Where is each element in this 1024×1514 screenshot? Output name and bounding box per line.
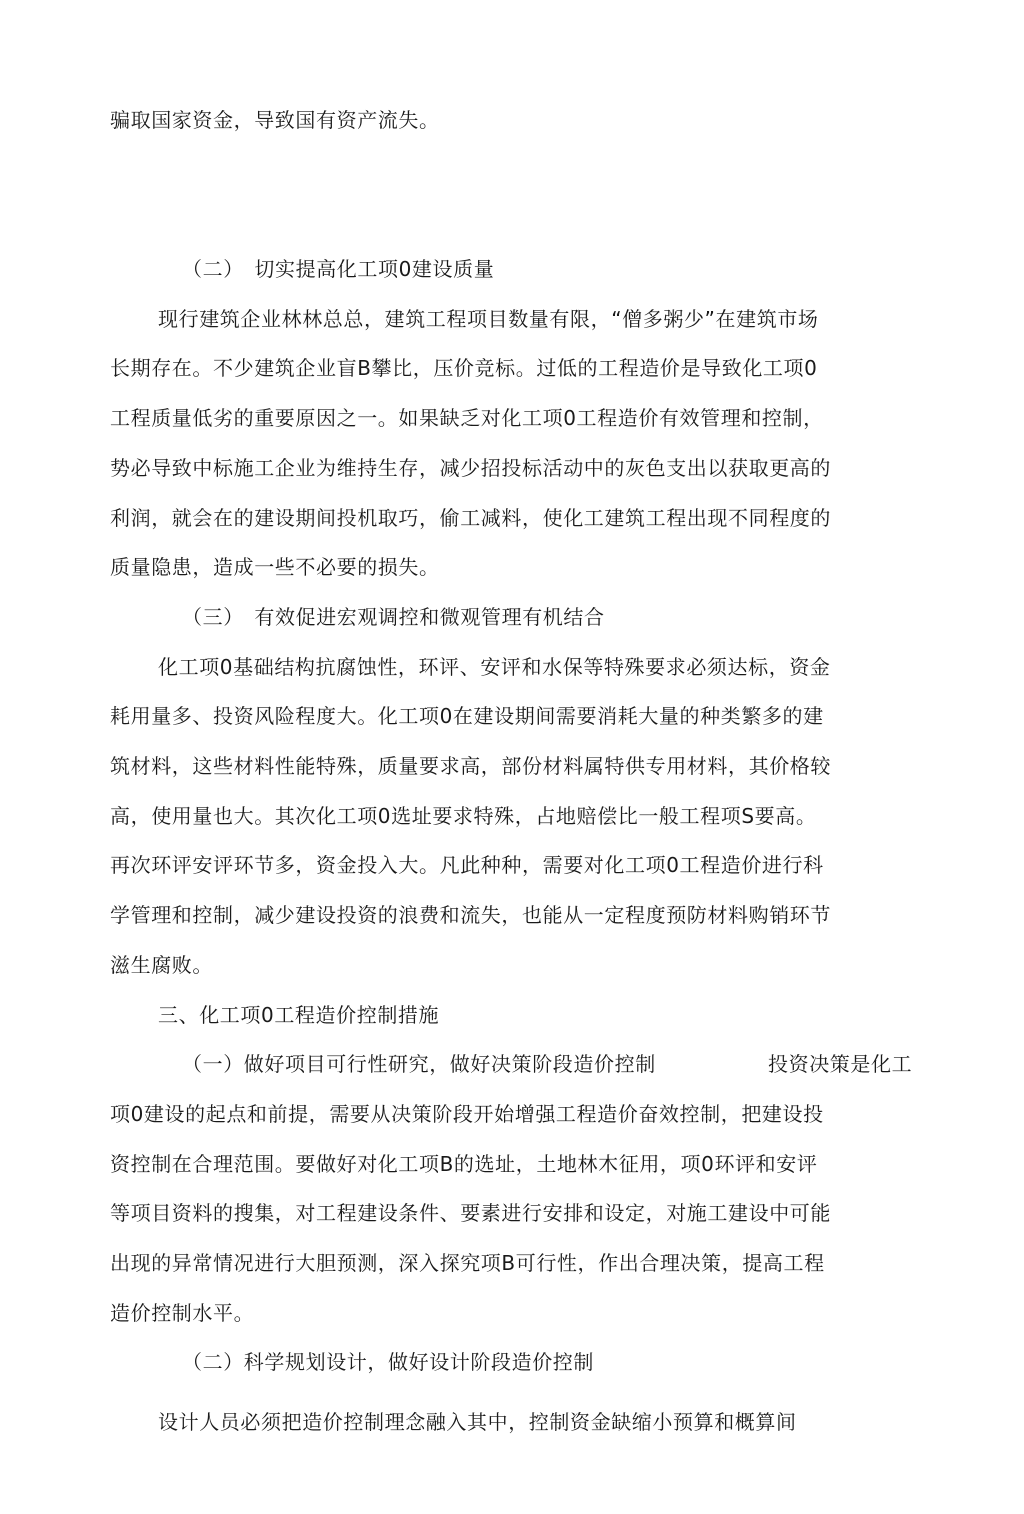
paragraph-line: 再次环评安评环节多，资金投入大。凡此种种，需要对化工项0工程造价进行科 xyxy=(110,853,824,877)
section-heading: 三、化工项0工程造价控制措施 xyxy=(158,1003,440,1027)
paragraph-line: 学管理和控制，减少建设投资的浪费和流失，也能从一定程度预防材料购销环节 xyxy=(110,903,831,927)
paragraph-line: 设计人员必须把造价控制理念融入其中，控制资金缺缩小预算和概算间 xyxy=(158,1410,797,1434)
paragraph-line: 造价控制水平。 xyxy=(110,1301,255,1325)
paragraph-line: 出现的异常情况进行大胆预测，深入探究项B可行性，作出合理决策，提高工程 xyxy=(110,1251,825,1275)
paragraph-line: 高，使用量也大。其次化工项0选址要求特殊，占地赔偿比一般工程项S要高。 xyxy=(110,804,817,828)
paragraph-line: 骗取国家资金，导致国有资产流失。 xyxy=(110,108,440,132)
paragraph-line: 质量隐患，造成一些不必要的损失。 xyxy=(110,555,440,579)
paragraph-line: 利润，就会在的建设期间投机取巧，偷工减料，使化工建筑工程出现不同程度的 xyxy=(110,506,831,530)
paragraph-line: 工程质量低劣的重要原因之一。如果缺乏对化工项0工程造价有效管理和控制， xyxy=(110,406,824,430)
subsection-heading: （二）科学规划设计，做好设计阶段造价控制 xyxy=(182,1350,594,1374)
paragraph-line: 筑材料，这些材料性能特殊，质量要求高，部份材料属特供专用材料，其价格较 xyxy=(110,754,831,778)
section-heading: （二） 切实提高化工项0建设质量 xyxy=(182,257,495,281)
paragraph-line: 化工项0基础结构抗腐蚀性，环评、安评和水保等特殊要求必须达标，资金 xyxy=(158,655,831,679)
paragraph-line: 项0建设的起点和前提，需要从决策阶段开始增强工程造价奋效控制，把建设投 xyxy=(110,1102,824,1126)
paragraph-line: 等项目资料的搜集，对工程建设条件、要素进行安排和设定，对施工建设中可能 xyxy=(110,1201,831,1225)
paragraph-line: 滋生腐败。 xyxy=(110,953,213,977)
paragraph-line: 资控制在合理范围。要做好对化工项B的选址，土地林木征用，项0环评和安评 xyxy=(110,1152,818,1176)
paragraph-line: 耗用量多、投资风险程度大。化工项0在建设期间需要消耗大量的种类繁多的建 xyxy=(110,704,824,728)
paragraph-line: 势必导致中标施工企业为维持生存，减少招投标活动中的灰色支出以获取更高的 xyxy=(110,456,831,480)
section-heading: （三） 有效促进宏观调控和微观管理有机结合 xyxy=(182,605,605,629)
paragraph-line: 现行建筑企业林林总总，建筑工程项目数量有限，“僧多粥少”在建筑市场 xyxy=(158,307,819,331)
paragraph-line: 长期存在。不少建筑企业盲B攀比，压价竞标。过低的工程造价是导致化工项0 xyxy=(110,356,818,380)
paragraph-line: 投资决策是化工 xyxy=(768,1052,913,1076)
subsection-heading: （一）做好项目可行性研究，做好决策阶段造价控制 xyxy=(182,1052,656,1076)
